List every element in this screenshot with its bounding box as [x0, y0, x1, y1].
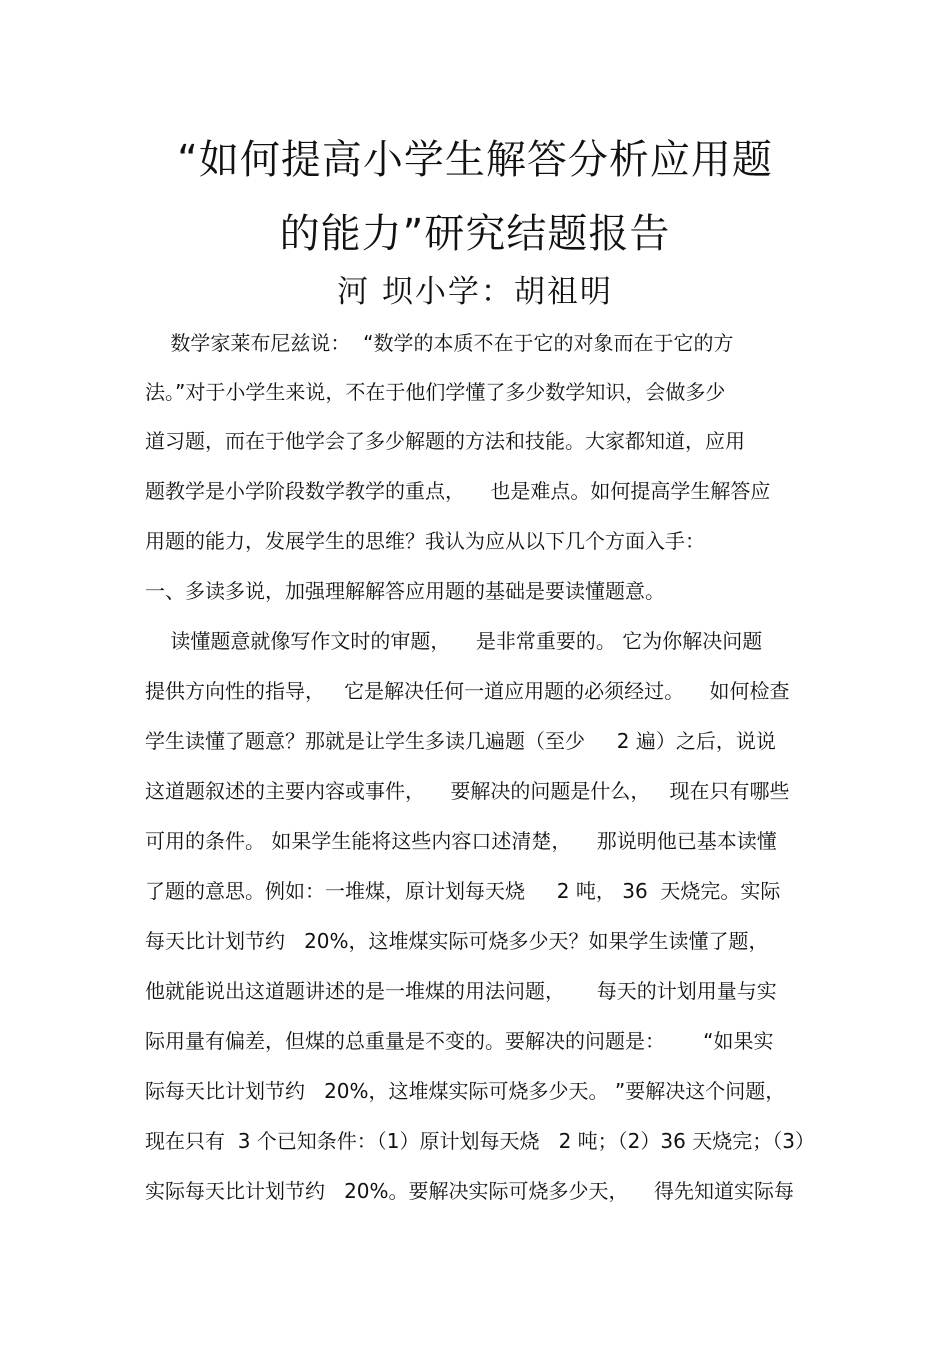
- paragraph-line: 提供方向性的指导， 它是解决任何一道应用题的必须经过。 如何检查: [145, 679, 790, 703]
- paragraph-line: 题教学是小学阶段数学教学的重点， 也是难点。如何提高学生解答应: [145, 479, 771, 503]
- paragraph-line: 实际每天比计划节约 20%。要解决实际可烧多少天， 得先知道实际每: [145, 1179, 794, 1203]
- paragraph-line: 数学家莱布尼兹说： “数学的本质不在于它的对象而在于它的方: [145, 331, 734, 355]
- paragraph-line: 用题的能力，发展学生的思维？我认为应从以下几个方面入手：: [145, 529, 705, 553]
- report-title-line-1: “如何提高小学生解答分析应用题: [177, 137, 773, 183]
- author-line: 河 坝小学：胡祖明: [337, 274, 613, 310]
- paragraph-line: 际每天比计划节约 20%，这堆煤实际可烧多少天。 ”要解决这个问题，: [145, 1079, 786, 1103]
- paragraph-line: 际用量有偏差，但煤的总重量是不变的。要解决的问题是： “如果实: [145, 1029, 774, 1053]
- paragraph-line: 现在只有 3 个已知条件：（1）原计划每天烧 2 吨；（2）36 天烧完；（3）: [145, 1129, 815, 1153]
- paragraph-line: 法。”对于小学生来说，不在于他们学懂了多少数学知识，会做多少: [145, 380, 726, 404]
- report-title-line-2: 的能力”研究结题报告: [279, 211, 671, 257]
- paragraph-line: 读懂题意就像写作文时的审题， 是非常重要的。 它为你解决问题: [145, 629, 763, 653]
- paragraph-line: 每天比计划节约 20%，这堆煤实际可烧多少天？如果学生读懂了题，: [145, 929, 769, 953]
- section-heading: 一、多读多说，加强理解解答应用题的基础是要读懂题意。: [145, 579, 665, 603]
- paragraph-line: 可用的条件。 如果学生能将这些内容口述清楚， 那说明他已基本读懂: [145, 829, 777, 853]
- paragraph-line: 学生读懂了题意？那就是让学生多读几遍题（至少 2 遍）之后，说说: [145, 729, 776, 753]
- paragraph-line: 这道题叙述的主要内容或事件， 要解决的问题是什么， 现在只有哪些: [145, 779, 790, 803]
- paragraph-line: 他就能说出这道题讲述的是一堆煤的用法问题， 每天的计划用量与实: [145, 979, 777, 1003]
- paragraph-line: 道习题，而在于他学会了多少解题的方法和技能。大家都知道，应用: [145, 429, 745, 453]
- paragraph-line: 了题的意思。例如：一堆煤，原计划每天烧 2 吨， 36 天烧完。实际: [145, 879, 781, 903]
